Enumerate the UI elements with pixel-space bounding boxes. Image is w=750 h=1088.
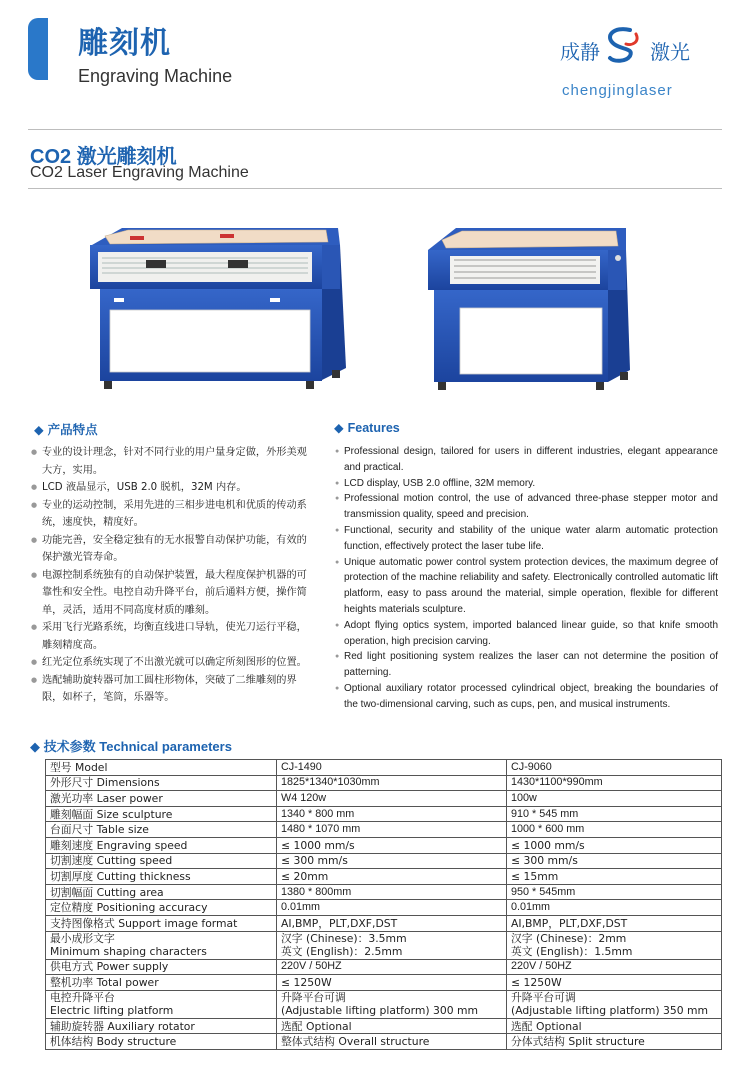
diamond-bullet-icon: ◆: [334, 421, 344, 435]
logo-text-en: chengjinglaser: [562, 82, 673, 99]
list-item: ● LCD 液晶显示，USB 2.0 脱机，32M 内存。: [30, 479, 310, 497]
table-row: 电控升降平台 Electric lifting platform 升降平台可调 (Adjustable lifting platform) 300 mm 升降平台可调 (Adjustable lifting platform) 350 mm: [46, 990, 722, 1018]
table-row: 台面尺寸 Table size 1480 * 1070 mm 1000 * 600 mm: [46, 822, 722, 838]
features-list-cn: [30, 444, 310, 707]
table-row: 支持图像格式 Support image format AI,BMP，PLT,DXF,DST AI,BMP，PLT,DXF,DST: [46, 915, 722, 931]
features-heading-en: ◆ Features: [334, 421, 400, 435]
list-item: ● 采用飞行光路系统，均衡直线进口导轨，使光刀运行平稳，雕刻精度高。: [30, 619, 310, 654]
logo-text-cn-left: 成静: [560, 40, 600, 64]
tech-params-table: [45, 759, 722, 1050]
list-item: ● Unique automatic power control system protection devices, the maximum degree of protection of the machine reliability and safety. Electronically controlled automatic lift platform, easy to pass around the material, simple operation, flexible for different heights materials sculpture.: [344, 555, 718, 618]
list-item: ● 红光定位系统实现了不出激光就可以确定所刻图形的位置。: [30, 654, 310, 672]
table-row: 整机功率 Total power ≤ 1250W ≤ 1250W: [46, 975, 722, 991]
list-item: ● LCD display, USB 2.0 offline, 32M memory.: [344, 476, 718, 492]
page-title-cn: 雕刻机: [78, 27, 171, 60]
features-heading-cn: ◆ 产品特点: [34, 423, 98, 437]
table-row: 辅助旋转器 Auxiliary rotator 选配 Optional 选配 Optional: [46, 1018, 722, 1034]
table-row: 外形尺寸 Dimensions 1825*1340*1030mm 1430*1100*990mm: [46, 775, 722, 791]
header-accent-bar: [28, 18, 48, 80]
list-item: ● Professional motion control, the use of advanced three-phase stepper motor and transmission quality, speed and precision.: [344, 491, 718, 523]
table-row: 切割速度 Cutting speed ≤ 300 mm/s ≤ 300 mm/s: [46, 853, 722, 869]
features-list-en: [344, 444, 718, 713]
list-item: ● Red light positioning system realizes the laser can not determine the position of patterning.: [344, 649, 718, 681]
table-row: 雕刻速度 Engraving speed ≤ 1000 mm/s ≤ 1000 mm/s: [46, 837, 722, 853]
logo-swirl-icon: [600, 24, 644, 64]
table-row: 机体结构 Body structure 整体式结构 Overall structure 分体式结构 Split structure: [46, 1034, 722, 1050]
table-row: 供电方式 Power supply 220V / 50HZ 220V / 50HZ: [46, 959, 722, 975]
diamond-bullet-icon: ◆: [34, 423, 44, 437]
page-title-en: Engraving Machine: [78, 66, 233, 86]
table-row: 激光功率 Laser power W4 120w 100w: [46, 791, 722, 807]
section-divider: [28, 188, 722, 189]
diamond-bullet-icon: ◆: [30, 739, 40, 754]
tech-params-heading: ◆ 技术参数 Technical parameters: [30, 739, 232, 754]
list-item: ● 功能完善，安全稳定独有的无水报警自动保护功能，有效的保护激光管寿命。: [30, 532, 310, 567]
section-title-cn: CO2 激光雕刻机: [30, 146, 177, 168]
machine-image-cj1490: [70, 200, 360, 405]
list-item: ● 专业的设计理念，针对不同行业的用户量身定做，外形美观大方，实用。: [30, 444, 310, 479]
table-row: 最小成形文字 Minimum shaping characters 汉字 (Chinese)：3.5mm 英文 (English)：2.5mm 汉字 (Chinese)：2mm 英文 (English)：1.5mm: [46, 931, 722, 959]
section-title-en: CO2 Laser Engraving Machine: [30, 164, 249, 181]
logo-text-cn-right: 激光: [650, 40, 690, 64]
table-row: 切割厚度 Cutting thickness ≤ 20mm ≤ 15mm: [46, 869, 722, 885]
list-item: ● 电源控制系统独有的自动保护装置，最大程度保护机器的可靠性和安全性。电控自动升降平台，前后通料方便，操作简单，灵活，适用不同高度材质的雕刻。: [30, 567, 310, 620]
table-row: 型号 Model CJ-1490 CJ-9060: [46, 760, 722, 776]
list-item: ● Adopt flying optics system, imported balanced linear guide, so that knife smooth operation, high precision carving.: [344, 618, 718, 650]
table-row: 切割幅面 Cutting area 1380 * 800mm 950 * 545mm: [46, 884, 722, 900]
table-row: 定位精度 Positioning accuracy 0.01mm 0.01mm: [46, 900, 722, 916]
list-item: ● Functional, security and stability of the unique water alarm automatic protection function, effectively protect the laser tube life.: [344, 523, 718, 555]
list-item: ● 专业的运动控制，采用先进的三相步进电机和优质的传动系统，速度快，精度好。: [30, 497, 310, 532]
list-item: ● Professional design, tailored for users in different industries, elegant appearance and practical.: [344, 444, 718, 476]
list-item: ● 选配辅助旋转器可加工圆柱形物体，突破了二维雕刻的界限，如杯子，笔筒，乐器等。: [30, 672, 310, 707]
list-item: ● Optional auxiliary rotator processed cylindrical object, breaking the boundaries of the two-dimensional carving, such as cups, pen, and musical instruments.: [344, 681, 718, 713]
header-divider: [28, 129, 722, 130]
machine-image-cj9060: [420, 200, 650, 405]
table-row: 雕刻幅面 Size sculpture 1340 * 800 mm 910 * 545 mm: [46, 806, 722, 822]
